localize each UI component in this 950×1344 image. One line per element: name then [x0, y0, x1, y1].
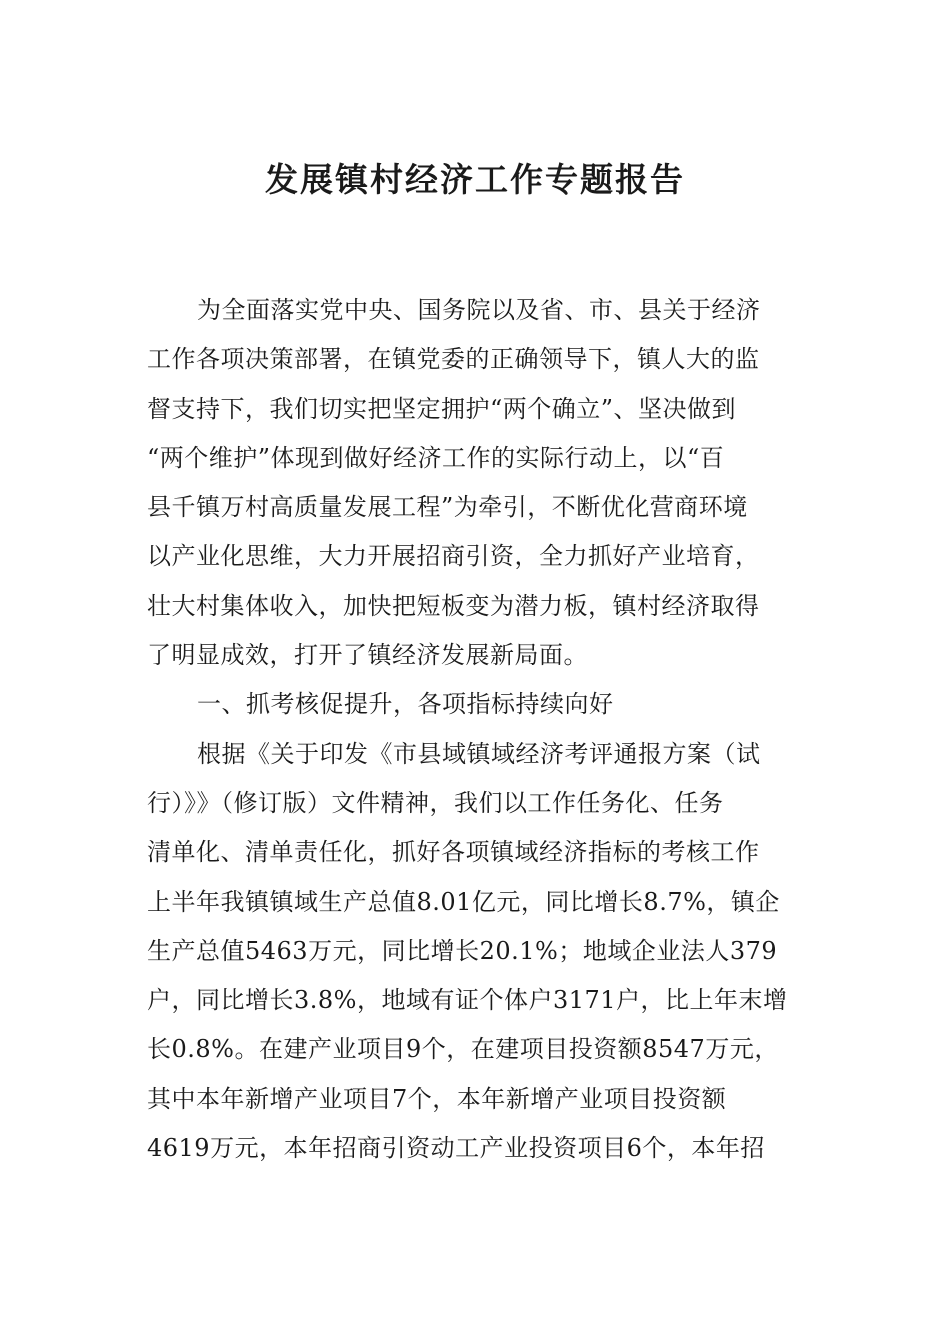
paragraph-line: 县千镇万村高质量发展工程”为牵引，不断优化营商环境: [147, 493, 748, 522]
paragraph-line: 以产业化思维，大力开展招商引资，全力抓好产业培育，: [147, 542, 760, 571]
paragraph-line: 行）》》（修订版）文件精神，我们以工作任务化、任务: [147, 788, 724, 817]
paragraph-line: 户，同比增长3.8%，地域有证个体户3171户，比上年末增: [147, 986, 788, 1015]
paragraph-line: 根据《关于印发《市县域镇域经济考评通报方案（试: [197, 739, 761, 768]
paragraph-line: 清单化、清单责任化，抓好各项镇域经济指标的考核工作: [147, 838, 760, 867]
paragraph-line: 了明显成效，打开了镇经济发展新局面。: [147, 641, 588, 670]
paragraph-line: 其中本年新增产业项目7个，本年新增产业项目投资额: [147, 1084, 727, 1113]
paragraph-line: 长0.8%。在建产业项目9个，在建项目投资额8547万元，: [147, 1035, 779, 1064]
paragraph-line: “两个维护”体现到做好经济工作的实际行动上，以“百: [147, 443, 725, 472]
document-title: 发展镇村经济工作专题报告: [265, 160, 685, 199]
paragraph-line: 生产总值5463万元，同比增长20.1%；地域企业法人379: [147, 936, 778, 965]
paragraph-line: 上半年我镇镇域生产总值8.01亿元，同比增长8.7%，镇企: [147, 887, 780, 916]
paragraph-line: 为全面落实党中央、国务院以及省、市、县关于经济: [197, 296, 761, 324]
paragraph-line: 4619万元，本年招商引资动工产业投资项目6个，本年招: [147, 1134, 765, 1163]
paragraph-line: 督支持下，我们切实把坚定拥护“两个确立”、坚决做到: [147, 394, 737, 423]
document-body: [147, 286, 803, 1173]
paragraph-line: 工作各项决策部署，在镇党委的正确领导下，镇人大的监: [147, 345, 760, 374]
paragraph-line: 壮大村集体收入，加快把短板变为潜力板，镇村经济取得: [147, 591, 760, 620]
section-heading: 一、抓考核促提升，各项指标持续向好: [197, 690, 614, 719]
